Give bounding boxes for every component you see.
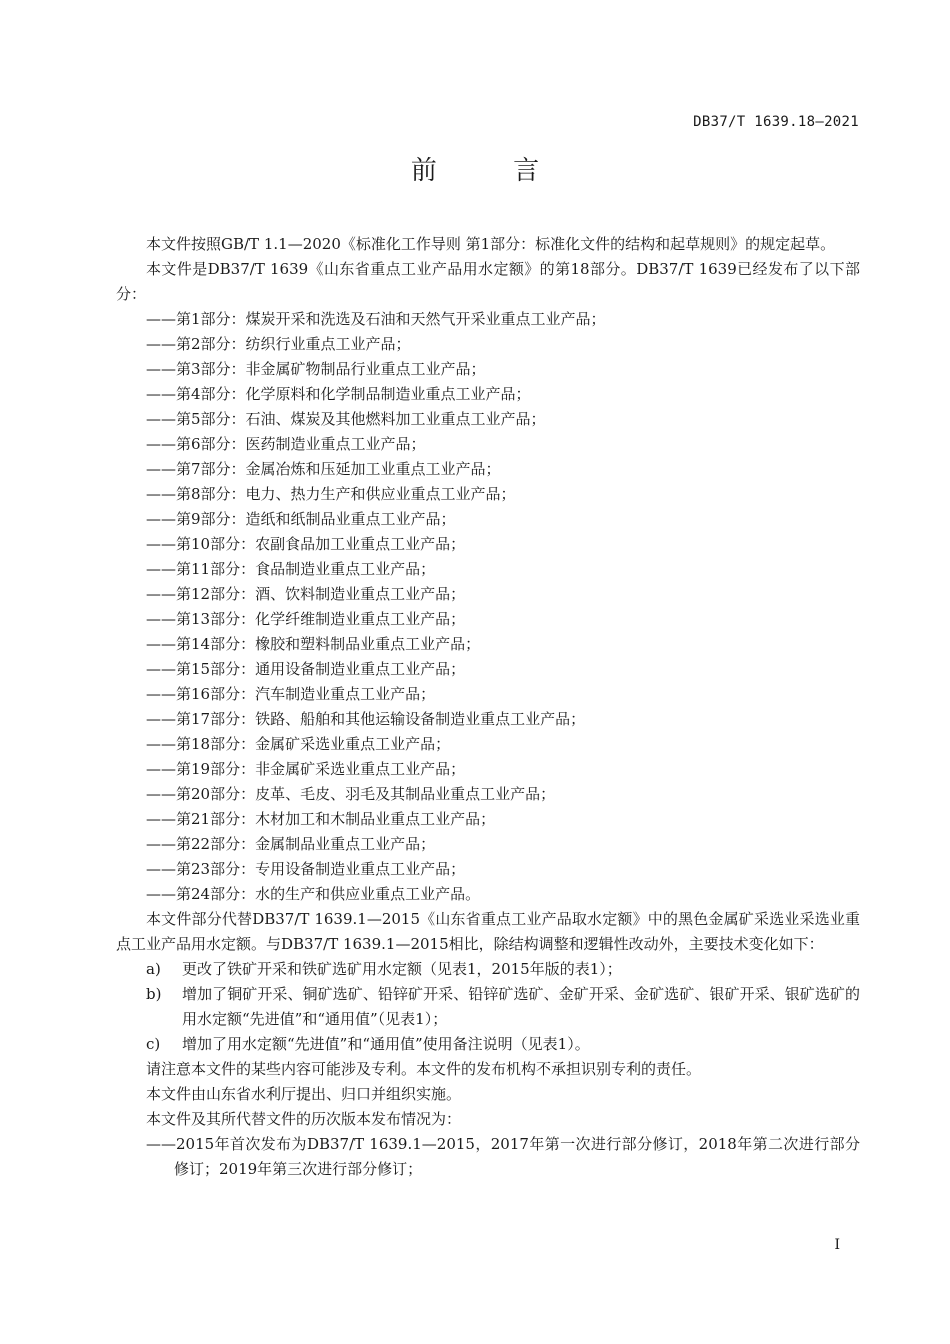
list-item: ——第3部分：非金属矿物制品行业重点工业产品； <box>146 360 486 378</box>
change-item <box>146 1032 860 1057</box>
paragraph-replacement: 本文件部分代替DB37/T 1639.1—2015《山东省重点工业产品取水定额》中的黑色金属矿采选业采选业重点工业产品用水定额。与DB37/T 1639.1—2015相比，除结构调整和逻辑性改动外，主要技术变化如下： <box>116 910 860 953</box>
list-item: ——第8部分：电力、热力生产和供应业重点工业产品； <box>146 485 516 503</box>
page-number: I <box>834 1237 840 1253</box>
list-item: ——第20部分：皮革、毛皮、羽毛及其制品业重点工业产品； <box>146 785 556 803</box>
changes-list <box>116 957 860 1057</box>
list-item: ——第12部分：酒、饮料制造业重点工业产品； <box>146 585 466 603</box>
list-item: ——第22部分：金属制品业重点工业产品； <box>146 835 436 853</box>
list-item: ——第5部分：石油、煤炭及其他燃料加工业重点工业产品； <box>146 410 546 428</box>
history-item: ——2015年首次发布为DB37/T 1639.1—2015，2017年第一次进行部分修订，2018年第二次进行部分修订；2019年第三次进行部分修订； <box>146 1135 860 1178</box>
list-item: ——第17部分：铁路、船舶和其他运输设备制造业重点工业产品； <box>146 710 586 728</box>
list-item: ——第16部分：汽车制造业重点工业产品； <box>146 685 436 703</box>
list-item: ——第7部分：金属冶炼和压延加工业重点工业产品； <box>146 460 501 478</box>
list-item: ——第4部分：化学原料和化学制品制造业重点工业产品； <box>146 385 531 403</box>
parts-list <box>116 307 860 907</box>
change-text: 增加了用水定额“先进值”和“通用值”使用备注说明（见表1）。 <box>182 1035 590 1053</box>
paragraph-drafting-rule: 本文件按照GB/T 1.1—2020《标准化工作导则 第1部分：标准化文件的结构和起草规则》的规定起草。 <box>146 235 836 253</box>
list-item: ——第11部分：食品制造业重点工业产品； <box>146 560 436 578</box>
list-item: ——第18部分：金属矿采选业重点工业产品； <box>146 735 451 753</box>
list-item: ——第23部分：专用设备制造业重点工业产品； <box>146 860 466 878</box>
change-item <box>146 982 860 1032</box>
list-item: ——第24部分：水的生产和供应业重点工业产品。 <box>146 885 481 903</box>
change-text: 更改了铁矿开采和铁矿选矿用水定额（见表1，2015年版的表1）； <box>182 960 622 978</box>
page-title: 前 言 <box>410 156 574 186</box>
list-item: ——第10部分：农副食品加工业重点工业产品； <box>146 535 466 553</box>
change-item <box>146 957 860 982</box>
change-marker: c) <box>146 1035 161 1053</box>
list-item: ——第1部分：煤炭开采和洗选及石油和天然气开采业重点工业产品； <box>146 310 606 328</box>
list-item: ——第2部分：纺织行业重点工业产品； <box>146 335 411 353</box>
list-item: ——第14部分：橡胶和塑料制品业重点工业产品； <box>146 635 481 653</box>
change-marker: a) <box>146 960 161 978</box>
list-item: ——第21部分：木材加工和木制品业重点工业产品； <box>146 810 496 828</box>
list-item: ——第15部分：通用设备制造业重点工业产品； <box>146 660 466 678</box>
paragraph-history-intro: 本文件及其所代替文件的历次版本发布情况为： <box>146 1110 462 1128</box>
change-text: 增加了铜矿开采、铜矿选矿、铅锌矿开采、铅锌矿选矿、金矿开采、金矿选矿、银矿开采、银矿选矿的用水定额“先进值”和“通用值”（见表1）； <box>182 985 860 1028</box>
document-code: DB37/T 1639.18—2021 <box>693 114 859 130</box>
paragraph-patent-notice: 请注意本文件的某些内容可能涉及专利。本文件的发布机构不承担识别专利的责任。 <box>146 1060 702 1078</box>
list-item: ——第9部分：造纸和纸制品业重点工业产品； <box>146 510 456 528</box>
paragraph-series-intro: 本文件是DB37/T 1639《山东省重点工业产品用水定额》的第18部分。DB37/T 1639已经发布了以下部分： <box>116 260 860 303</box>
document-body <box>116 232 860 1182</box>
change-marker: b) <box>146 985 162 1003</box>
list-item: ——第19部分：非金属矿采选业重点工业产品； <box>146 760 466 778</box>
list-item: ——第13部分：化学纤维制造业重点工业产品； <box>146 610 466 628</box>
paragraph-proposer: 本文件由山东省水利厅提出、归口并组织实施。 <box>146 1085 462 1103</box>
list-item: ——第6部分：医药制造业重点工业产品； <box>146 435 426 453</box>
